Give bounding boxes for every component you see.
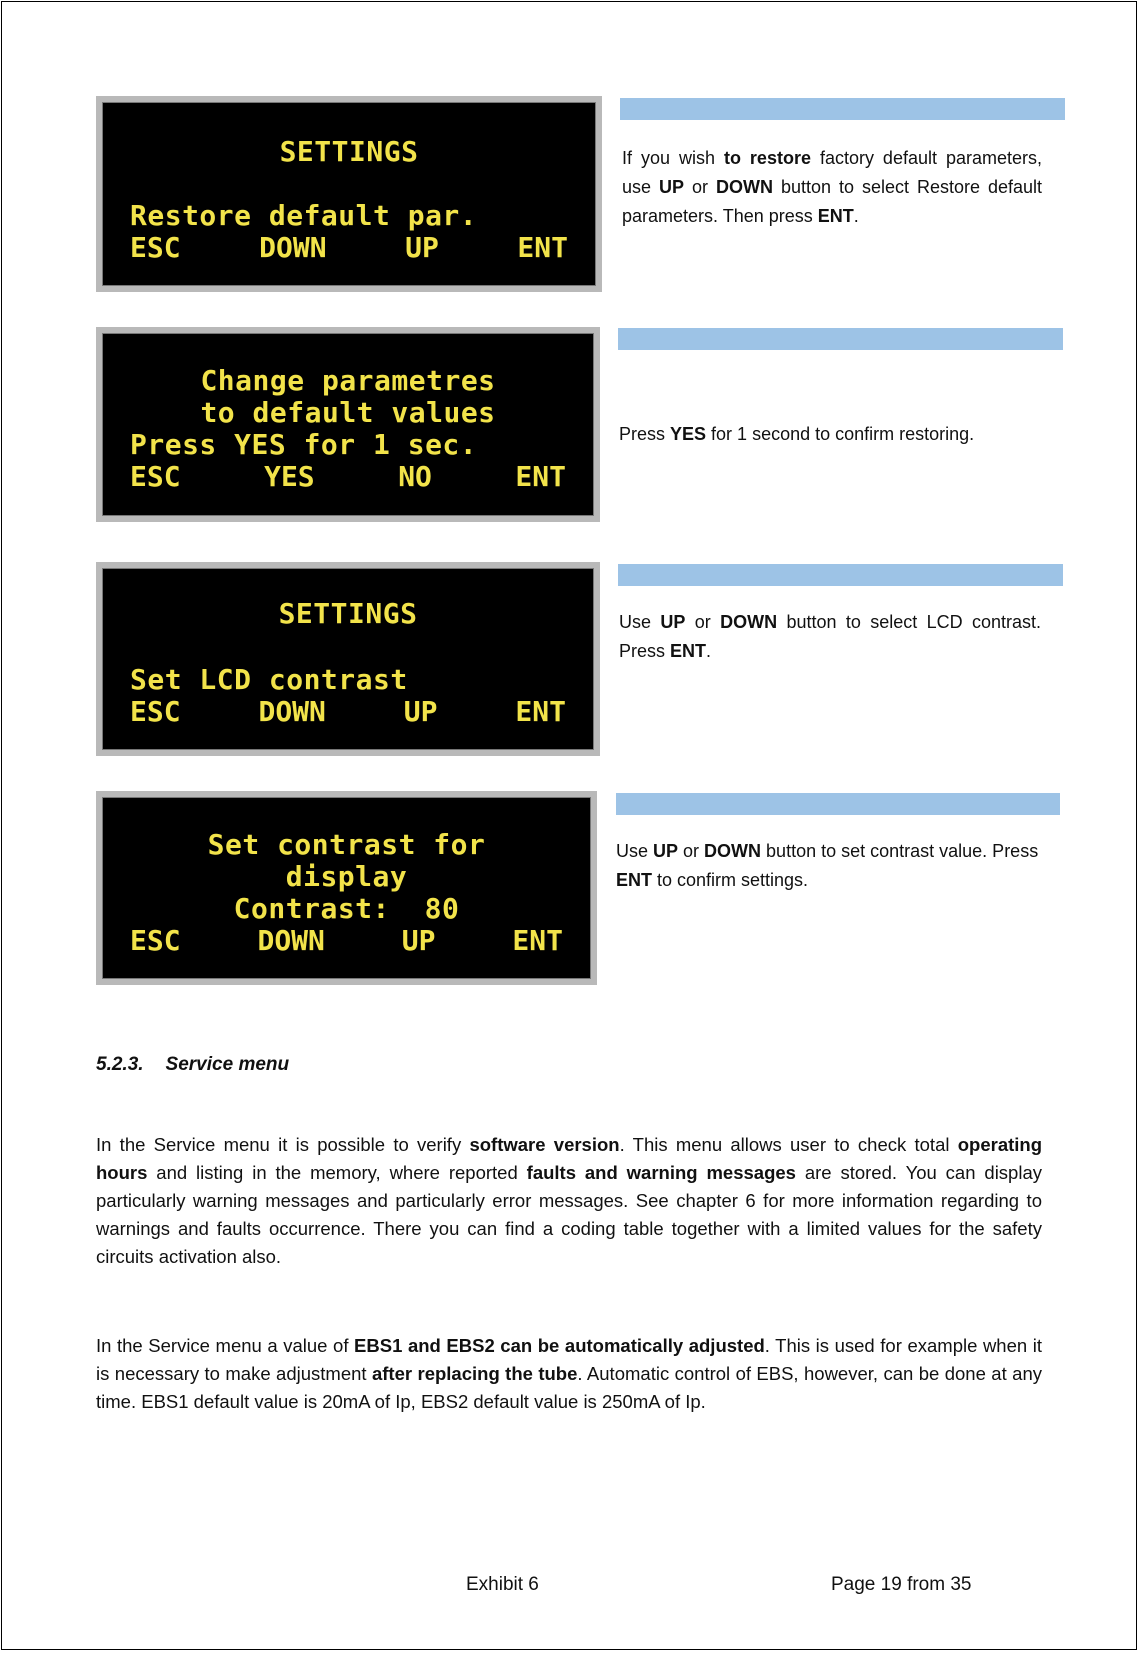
lcd-button-label: UP (401, 924, 436, 957)
lcd-button-label: ENT (517, 231, 568, 264)
bold-text: ENT (817, 206, 854, 226)
bold-text: DOWN (704, 841, 762, 861)
lcd-line: Press YES for 1 sec. (130, 428, 478, 461)
text-run: Use (616, 841, 654, 861)
bold-text: YES (670, 424, 707, 444)
text-run: for 1 second to confirm restoring. (706, 424, 975, 444)
section-heading (96, 1054, 311, 1076)
text-run: button to select Restore default parameters. Then press (622, 177, 1042, 226)
bold-text: UP (660, 612, 686, 632)
section-header-bar (618, 328, 1063, 350)
lcd-screen-confirm-restore (96, 327, 600, 522)
lcd-button-label: YES (264, 460, 315, 493)
section-title: Service menu (165, 1054, 290, 1075)
lcd-line: SETTINGS (279, 135, 419, 168)
body-paragraph (96, 1332, 1042, 1416)
lcd-button-label: UP (405, 231, 439, 264)
bold-text: to restore (723, 148, 811, 168)
lcd-button-label: DOWN (258, 695, 326, 728)
text-run: and listing in the memory, where reported (147, 1162, 527, 1183)
lcd-button-label: ESC (130, 924, 181, 957)
footer-page-number: Page 19 from 35 (831, 1574, 972, 1595)
lcd-button-labels (130, 461, 566, 493)
text-run: or (684, 177, 716, 197)
bold-text: ENT (670, 641, 707, 661)
lcd-button-label: ENT (515, 695, 566, 728)
bold-text: DOWN (715, 177, 773, 197)
bold-text: DOWN (720, 612, 778, 632)
section-header-bar (620, 98, 1065, 120)
lcd-button-labels (130, 696, 566, 728)
lcd-button-labels (130, 232, 568, 264)
lcd-line: Contrast: 80 (233, 892, 460, 925)
lcd-line: display (285, 860, 408, 893)
bold-text: after replacing the tube (371, 1363, 578, 1384)
bold-text: UP (653, 841, 679, 861)
text-run: or (678, 841, 705, 861)
lcd-screen-lcd-contrast (96, 562, 600, 756)
lcd-screen-restore-default (96, 96, 602, 292)
body-paragraph (96, 1131, 1042, 1271)
text-run: to confirm settings. (652, 870, 809, 890)
bold-text: ENT (616, 870, 652, 890)
lcd-line: to default values (200, 396, 496, 429)
screen-description (616, 837, 1046, 895)
lcd-screen-set-contrast (96, 791, 597, 985)
lcd-line: SETTINGS (278, 597, 418, 630)
screen-description (619, 420, 1059, 449)
footer-exhibit: Exhibit 6 (466, 1574, 539, 1595)
lcd-button-label: NO (398, 460, 432, 493)
lcd-button-label: ESC (130, 695, 181, 728)
text-run: . (853, 206, 859, 226)
lcd-button-label: ESC (130, 231, 181, 264)
bold-text: UP (659, 177, 685, 197)
lcd-line: Set contrast for (207, 828, 486, 861)
text-run: Press (619, 424, 671, 444)
lcd-button-label: ENT (515, 460, 566, 493)
lcd-button-label: ENT (512, 924, 563, 957)
text-run: . (706, 641, 712, 661)
lcd-line: Change parametres (200, 364, 496, 397)
text-run: In the Service menu it is possible to verify (96, 1134, 470, 1155)
bold-text: faults and warning messages (526, 1162, 796, 1183)
text-run: . Automatic control of EBS, however, can be done at any time. EBS1 default value is 20mA of Ip, EBS2 default value is 250mA of Ip. (96, 1363, 1042, 1412)
text-run: If you wish (622, 148, 724, 168)
text-run: In the Service menu a value of (96, 1335, 355, 1356)
text-run: . This is used for example when it is necessary to make adjustment (96, 1335, 1042, 1384)
lcd-button-label: ESC (130, 460, 181, 493)
lcd-button-label: UP (403, 695, 438, 728)
lcd-button-label: DOWN (259, 231, 327, 264)
text-run: Use (619, 612, 661, 632)
lcd-button-label: DOWN (257, 924, 325, 957)
text-run: . This menu allows user to check total (619, 1134, 958, 1155)
text-run: button to set contrast value. Press (761, 841, 1039, 861)
bold-text: operating hours (96, 1134, 1043, 1183)
screen-description (622, 144, 1042, 231)
text-run: or (685, 612, 721, 632)
bold-text: software version (469, 1134, 620, 1155)
lcd-line: Restore default par. (130, 199, 478, 232)
text-run: are stored. You can display particularly warning messages and particularly error messages. See chapter 6 for more information regarding to warnings and faults occurrence. There you can find a coding table together with a limited values for the safety circuits activation also. (96, 1162, 1042, 1267)
text-run: button to select LCD contrast. Press (619, 612, 1041, 661)
screen-description (619, 608, 1041, 666)
lcd-line: Set LCD contrast (130, 663, 408, 696)
bold-text: EBS1 and EBS2 can be automatically adjusted (354, 1335, 765, 1356)
lcd-button-labels (130, 925, 563, 957)
section-header-bar (618, 564, 1063, 586)
section-number: 5.2.3. (96, 1054, 144, 1075)
text-run: factory default parameters, use (622, 148, 1042, 197)
section-header-bar (616, 793, 1060, 815)
